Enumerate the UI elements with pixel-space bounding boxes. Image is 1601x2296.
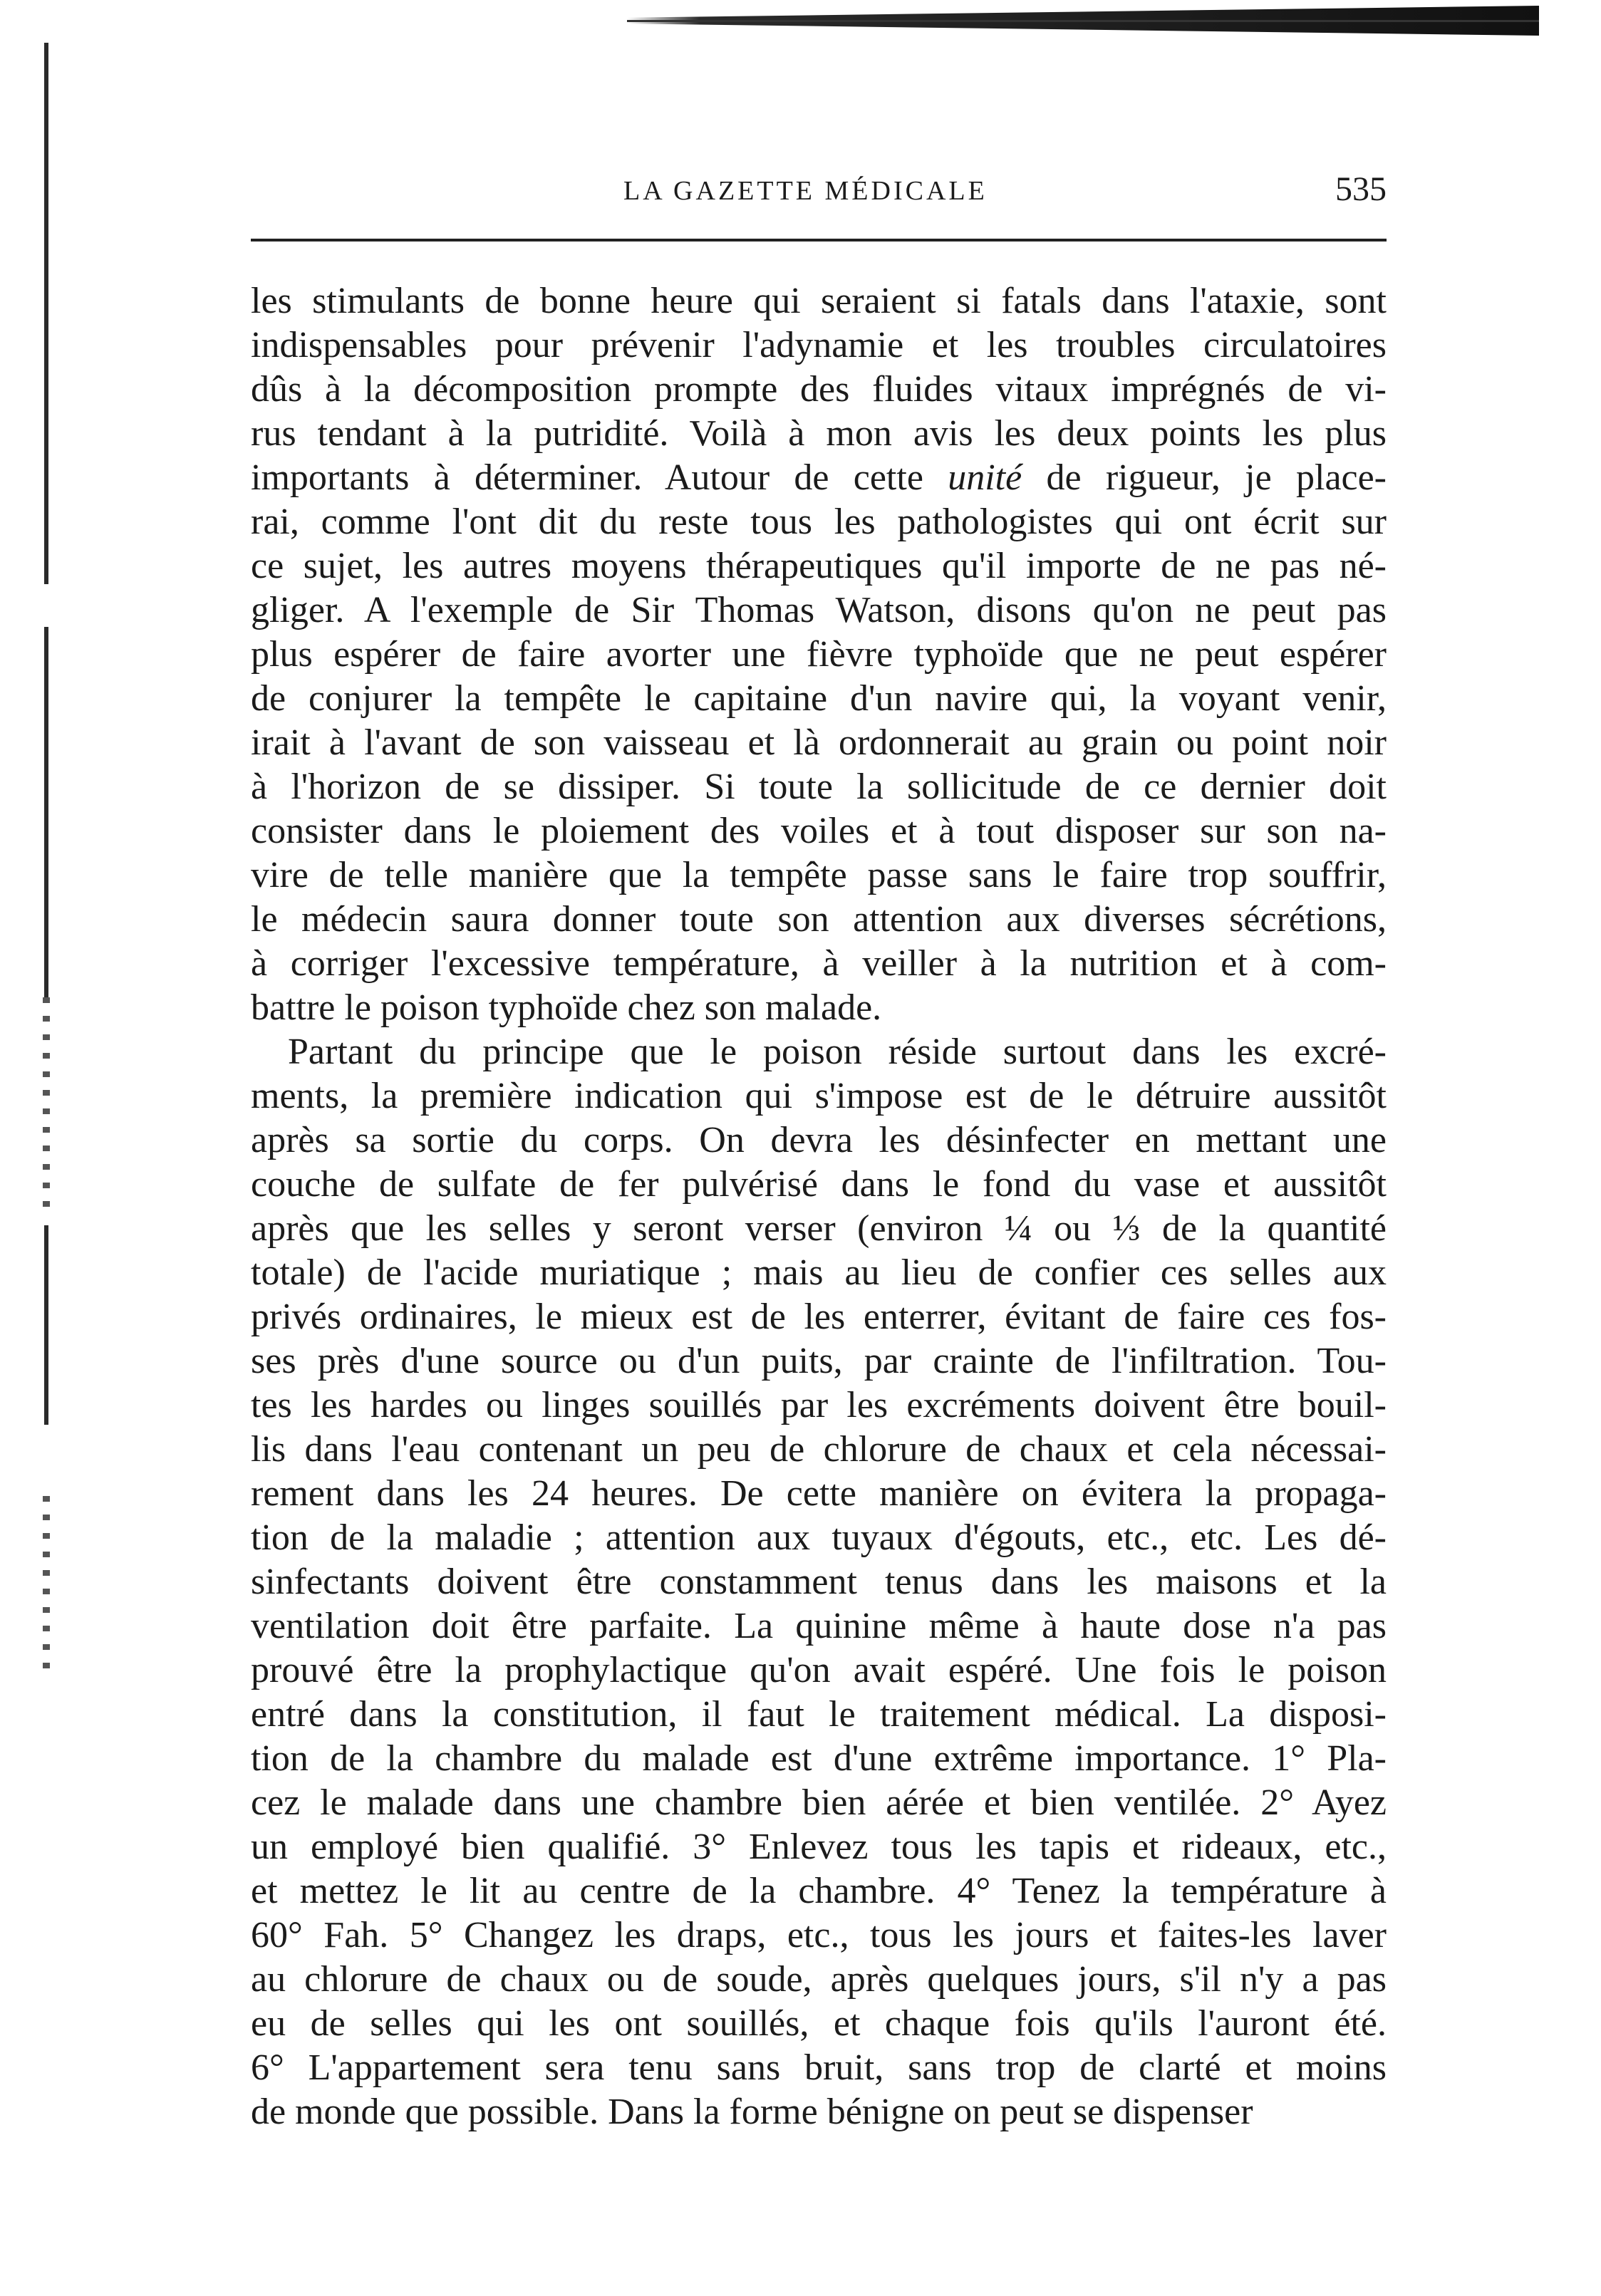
text-line: lis dans l'eau contenant un peu de chlorure de chaux et cela nécessai- xyxy=(251,1429,1387,1470)
page-header xyxy=(249,170,1387,219)
text-line: indispensables pour prévenir l'adynamie et les troubles circulatoires xyxy=(251,325,1387,365)
text-line: 60° Fah. 5° Changez les draps, etc., tous les jours et faites-les laver xyxy=(251,1915,1387,1955)
text-line: au chlorure de chaux ou de soude, après quelques jours, s'il n'y a pas xyxy=(251,1959,1387,2000)
text-line: battre le poison typhoïde chez son malade. xyxy=(251,987,882,1028)
text-line: rai, comme l'ont dit du reste tous les pathologistes qui ont écrit sur xyxy=(251,502,1387,542)
header-rule xyxy=(251,239,1387,241)
text-line: de conjurer la tempête le capitaine d'un navire qui, la voyant venir, xyxy=(251,678,1387,719)
text-line: tes les hardes ou linges souillés par les excréments doivent être bouil- xyxy=(251,1385,1387,1425)
text-line: 6° L'appartement sera tenu sans bruit, sans trop de clarté et moins xyxy=(251,2047,1387,2088)
text-line: eu de selles qui les ont souillés, et chaque fois qu'ils l'auront été. xyxy=(251,2003,1387,2044)
text-line: tion de la chambre du malade est d'une extrême importance. 1° Pla- xyxy=(251,1738,1387,1779)
text-line: irait à l'avant de son vaisseau et là ordonnerait au grain ou point noir xyxy=(251,722,1387,763)
text-line: ses près d'une source ou d'un puits, par crainte de l'infiltration. Tou- xyxy=(251,1341,1387,1381)
text-line: un employé bien qualifié. 3° Enlevez tous les tapis et rideaux, etc., xyxy=(251,1827,1387,1867)
text-line: à corriger l'excessive température, à veiller à la nutrition et à com- xyxy=(251,943,1387,984)
text-line: rement dans les 24 heures. De cette manière on évitera la propaga- xyxy=(251,1473,1387,1514)
article-body xyxy=(251,279,1387,2134)
text-line: après sa sortie du corps. On devra les désinfecter en mettant une xyxy=(251,1120,1387,1160)
text-line: vire de telle manière que la tempête passe sans le faire trop souffrir, xyxy=(251,855,1387,895)
text-line: plus espérer de faire avorter une fièvre typhoïde que ne peut espérer xyxy=(251,634,1387,675)
paragraph xyxy=(251,279,1387,1030)
scan-left-specks xyxy=(43,997,50,1211)
text-line: importants à déterminer. Autour de cette unité de rigueur, je place- xyxy=(251,457,1387,498)
text-line: ments, la première indication qui s'impose est de le détruire aussitôt xyxy=(251,1076,1387,1116)
text-line: couche de sulfate de fer pulvérisé dans le fond du vase et aussitôt xyxy=(251,1164,1387,1205)
text-line: rus tendant à la putridité. Voilà à mon avis les deux points les plus xyxy=(251,413,1387,454)
text-line: sinfectants doivent être constamment tenus dans les maisons et la xyxy=(251,1562,1387,1602)
text-line: et mettez le lit au centre de la chambre. 4° Tenez la température à xyxy=(251,1871,1387,1911)
text-line: gliger. A l'exemple de Sir Thomas Watson, disons qu'on ne peut pas xyxy=(251,590,1387,630)
scan-left-edge xyxy=(44,43,48,584)
text-line: totale) de l'acide muriatique ; mais au lieu de confier ces selles aux xyxy=(251,1252,1387,1293)
text-line: ventilation doit être parfaite. La quinine même à haute dose n'a pas xyxy=(251,1606,1387,1646)
scan-left-edge xyxy=(44,627,48,997)
text-line: à l'horizon de se dissiper. Si toute la sollicitude de ce dernier doit xyxy=(251,767,1387,807)
text-line: privés ordinaires, le mieux est de les enterrer, évitant de faire ces fos- xyxy=(251,1297,1387,1337)
running-head: LA GAZETTE MÉDICALE xyxy=(623,176,988,206)
text-line: de monde que possible. Dans la forme bénigne on peut se dispenser xyxy=(251,2092,1253,2132)
scan-left-edge xyxy=(44,1225,48,1425)
text-line: tion de la maladie ; attention aux tuyaux d'égouts, etc., etc. Les dé- xyxy=(251,1517,1387,1558)
text-line: dûs à la décomposition prompte des fluides vitaux imprégnés de vi- xyxy=(251,369,1387,410)
scan-left-specks xyxy=(43,1496,50,1681)
text-line: les stimulants de bonne heure qui seraient si fatals dans l'ataxie, sont xyxy=(251,281,1387,321)
text-line: consister dans le ploiement des voiles et à tout disposer sur son na- xyxy=(251,811,1387,851)
page-number: 535 xyxy=(1335,170,1387,208)
text-line: après que les selles y seront verser (environ ¼ ou ⅓ de la quantité xyxy=(251,1208,1387,1249)
text-line: Partant du principe que le poison réside surtout dans les excré- xyxy=(288,1032,1387,1072)
scan-top-rule xyxy=(627,20,1539,22)
text-line: ce sujet, les autres moyens thérapeutiques qu'il importe de ne pas né- xyxy=(251,546,1387,586)
text-line: prouvé être la prophylactique qu'on avait espéré. Une fois le poison xyxy=(251,1650,1387,1690)
text-line: cez le malade dans une chambre bien aérée et bien ventilée. 2° Ayez xyxy=(251,1782,1387,1823)
paragraph xyxy=(251,1030,1387,2134)
text-line: entré dans la constitution, il faut le traitement médical. La disposi- xyxy=(251,1694,1387,1735)
text-line: le médecin saura donner toute son attention aux diverses sécrétions, xyxy=(251,899,1387,940)
